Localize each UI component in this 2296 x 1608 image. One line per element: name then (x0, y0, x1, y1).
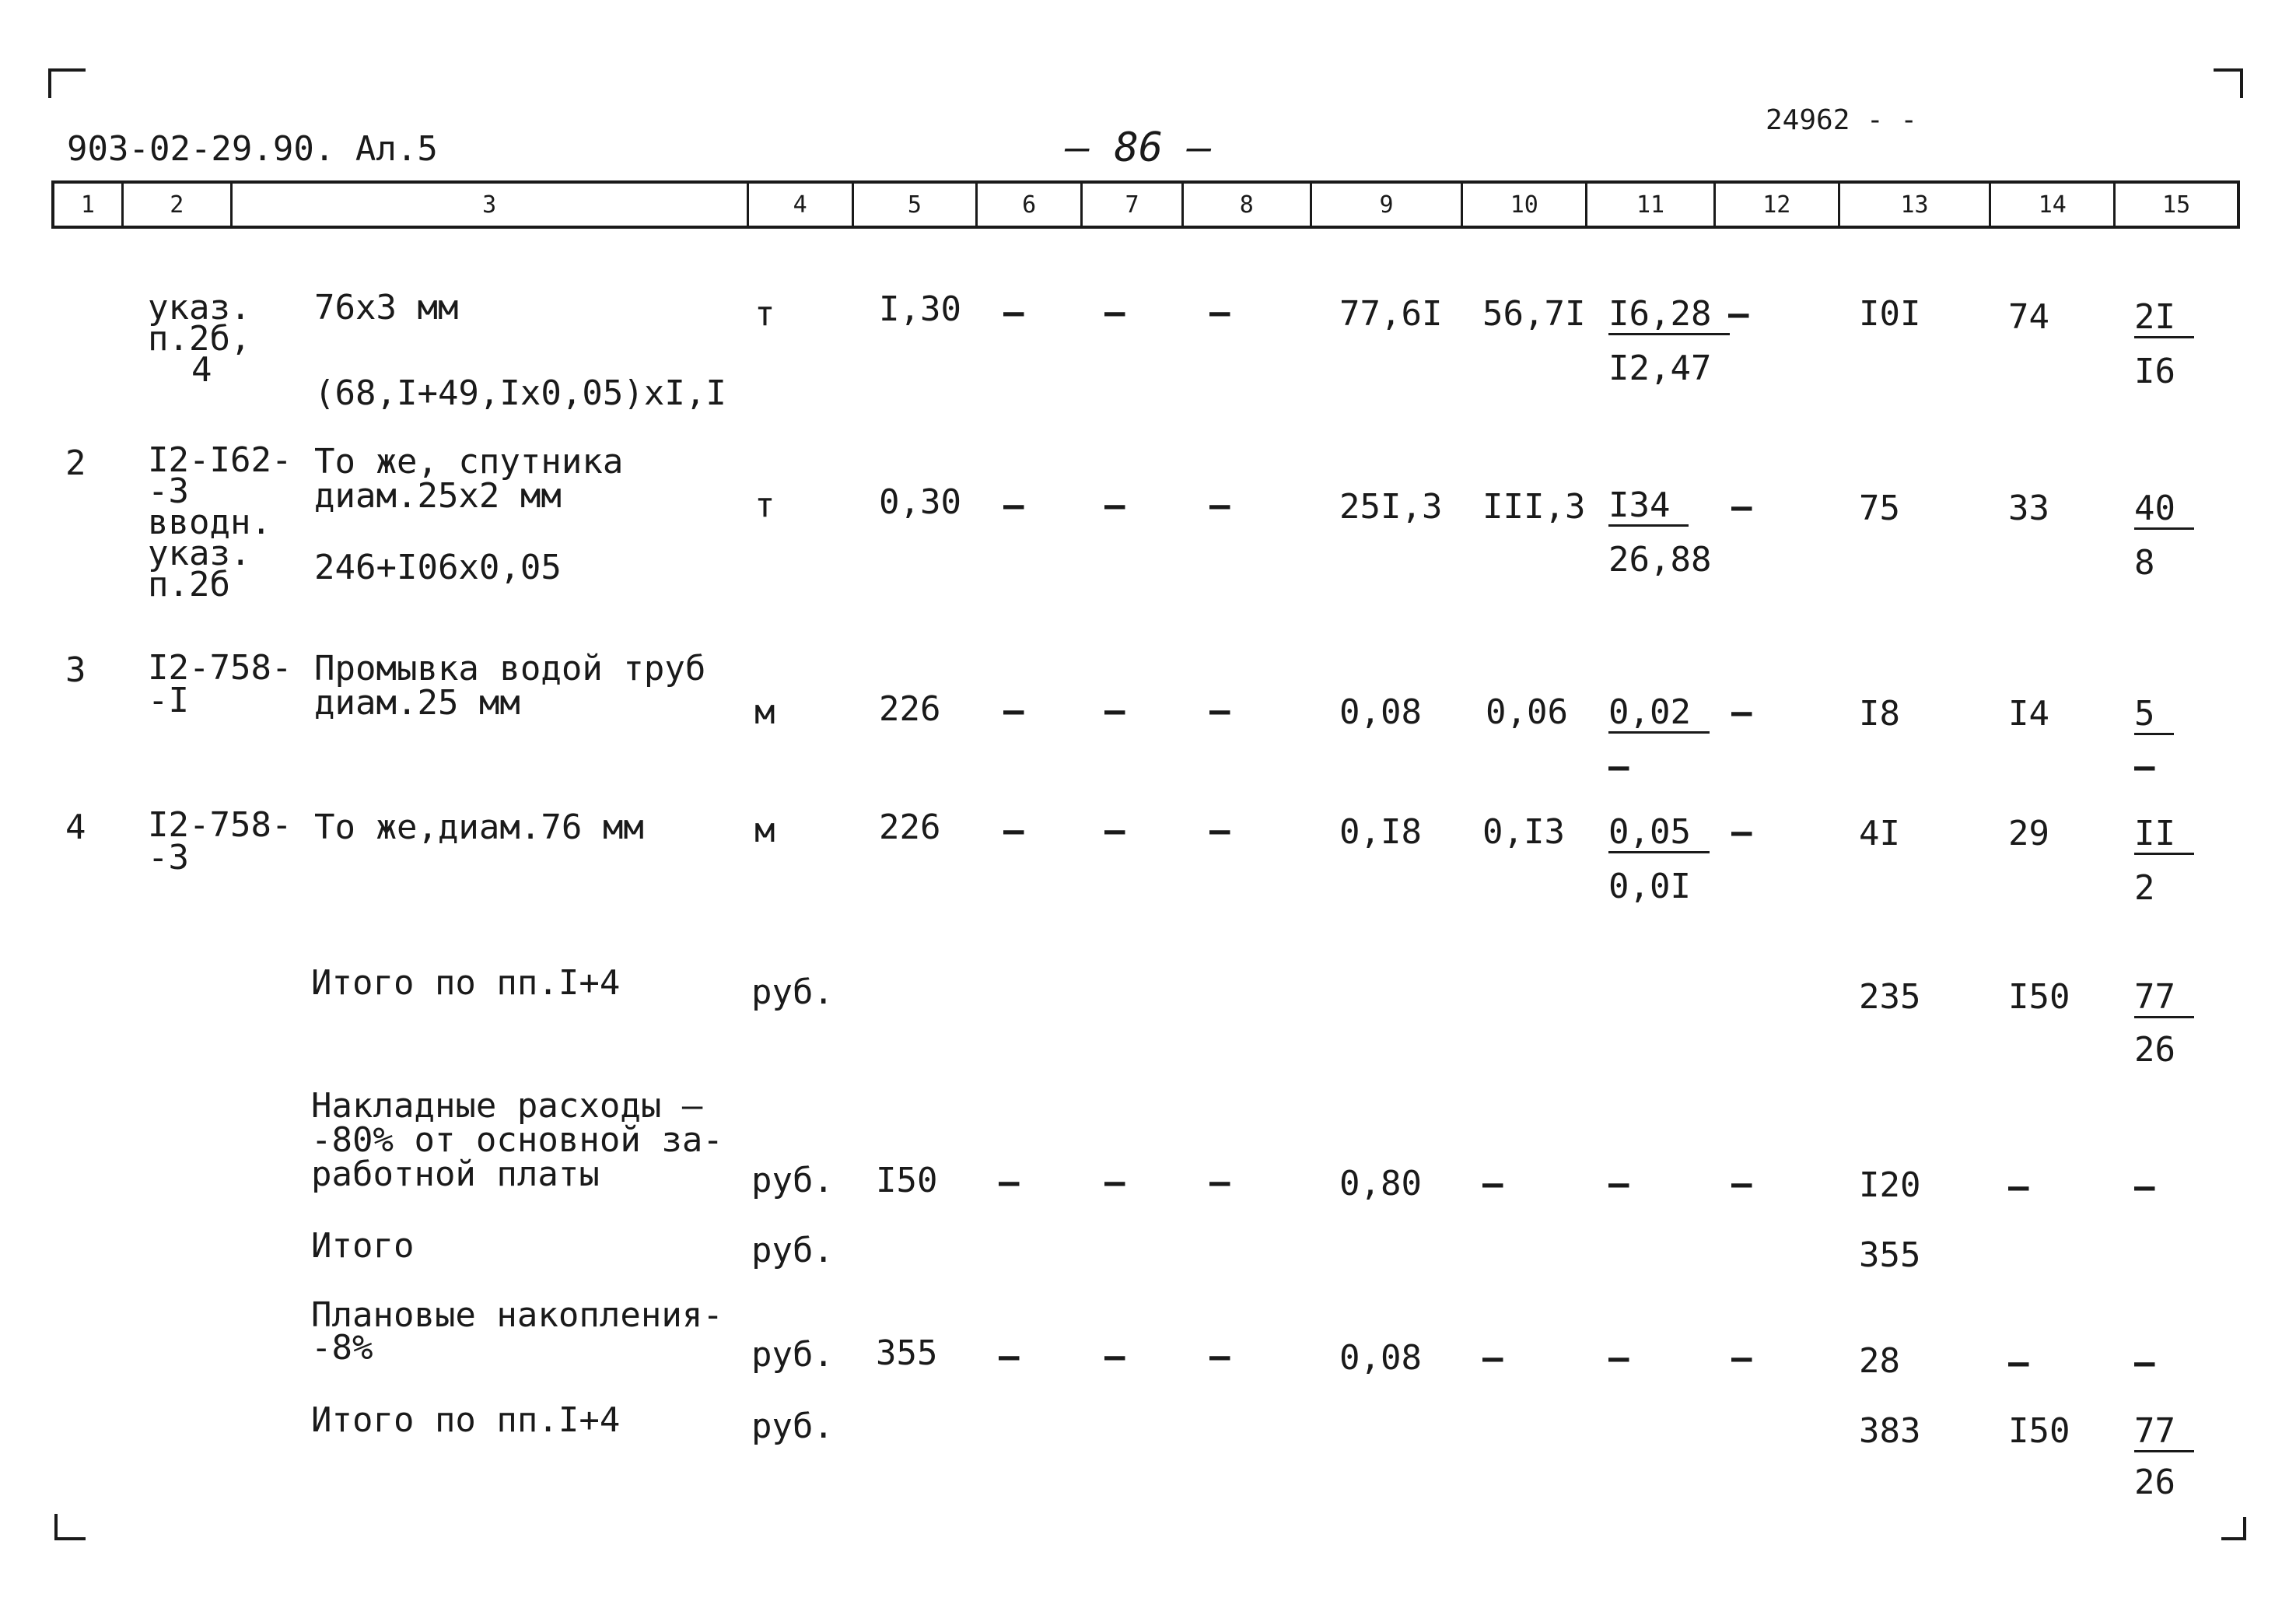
corner-mark-bottom-right (2221, 1517, 2246, 1540)
summary-c15: – (2134, 1167, 2155, 1207)
summary-c13: 383 (1859, 1411, 1921, 1451)
row-unit: м (754, 811, 775, 850)
row-c7: – (1104, 811, 1125, 850)
corner-mark-top-right (2214, 68, 2243, 98)
row-c10: III,3 (1482, 487, 1586, 527)
row-c8: – (1209, 485, 1230, 525)
col-header: 6 (975, 184, 1080, 226)
row-c12: – (1731, 812, 1752, 852)
row-description: То же,диам.76 мм (314, 808, 644, 847)
row-qty: 0,30 (879, 482, 961, 522)
row-c8: – (1209, 811, 1230, 850)
row-c12: – (1731, 692, 1752, 732)
row-c14: 74 (2008, 297, 2049, 337)
summary-c7: – (1104, 1336, 1125, 1376)
row-c10: 0,06 (1486, 692, 1568, 732)
row-c11-bottom: – (1608, 747, 1629, 786)
summary-c13: I20 (1859, 1165, 1921, 1205)
col-header: 13 (1838, 184, 1990, 226)
col-header: 12 (1713, 184, 1838, 226)
row-unit: м (754, 692, 775, 732)
row-c13: 75 (1859, 489, 1900, 528)
summary-unit: руб. (751, 1335, 834, 1375)
row-number: 3 (65, 650, 86, 690)
summary-c13: 235 (1859, 977, 1921, 1017)
col-header: 8 (1181, 184, 1310, 226)
page-number: — 86 — (1066, 124, 1212, 171)
summary-c10: – (1482, 1164, 1503, 1203)
summary-c15-bottom: 26 (2134, 1463, 2175, 1502)
col-header: 14 (1989, 184, 2113, 226)
row-c11-top: 0,02 (1608, 694, 1710, 734)
row-c10: 56,7I (1482, 294, 1586, 334)
row-c12: – (1728, 294, 1749, 334)
col-header: 2 (121, 184, 230, 226)
column-header-row (51, 180, 2240, 229)
row-c14: I4 (2008, 694, 2049, 734)
col-header: 10 (1461, 184, 1585, 226)
summary-qty: 355 (876, 1333, 938, 1373)
row-c14: 33 (2008, 489, 2049, 528)
row-number: 2 (65, 443, 86, 483)
row-formula: 246+I06x0,05 (314, 548, 562, 587)
summary-unit: руб. (751, 1161, 834, 1200)
row-c13: 4I (1859, 814, 1900, 853)
row-description: То же, спутника диам.25x2 мм (314, 442, 624, 516)
col-header: 9 (1310, 184, 1461, 226)
row-c8: – (1209, 691, 1230, 730)
row-c7: – (1104, 691, 1125, 730)
col-header: 4 (747, 184, 852, 226)
row-c6: – (1003, 485, 1024, 525)
row-description: 76x3 мм (314, 288, 459, 328)
summary-description: Итого (311, 1226, 415, 1266)
summary-c9: 0,80 (1339, 1164, 1422, 1203)
row-c9: 0,08 (1339, 692, 1422, 732)
row-c6: – (1003, 293, 1024, 332)
row-unit: т (754, 294, 775, 334)
summary-c15-top: 77 (2134, 979, 2194, 1018)
summary-c14: – (2008, 1167, 2029, 1207)
row-c11-bottom: I2,47 (1608, 349, 1712, 388)
row-c6: – (1003, 811, 1024, 850)
row-c15-bottom: – (2134, 747, 2155, 786)
summary-c15: – (2134, 1343, 2155, 1382)
row-qty: 226 (879, 808, 941, 847)
row-c15-top: 40 (2134, 490, 2194, 530)
row-c9: 0,I8 (1339, 812, 1422, 852)
document-code: 903-02-29.90. Ал.5 (67, 129, 438, 169)
summary-description: Итого по пп.I+4 (311, 1400, 621, 1440)
row-c15-top: 2I (2134, 299, 2194, 338)
row-formula: (68,I+49,Ix0,05)xI,I (314, 373, 726, 413)
summary-c15-top: 77 (2134, 1413, 2194, 1452)
summary-description: Накладные расходы – -80% от основной за- работной платы (311, 1086, 723, 1194)
row-c11-bottom: 26,88 (1608, 540, 1712, 580)
row-c6: – (1003, 691, 1024, 730)
row-unit: т (754, 485, 775, 525)
corner-mark-top-left (48, 68, 86, 98)
row-c7: – (1104, 293, 1125, 332)
row-code: I2-758- -3 (148, 805, 292, 878)
row-c11-top: 0,05 (1608, 814, 1710, 853)
summary-description: Плановые накопления- -8% (311, 1295, 723, 1368)
archive-stamp: 24962 - - (1766, 104, 1918, 136)
row-c15-top: II (2134, 815, 2194, 855)
summary-qty: I50 (876, 1161, 938, 1200)
summary-c12: – (1731, 1338, 1752, 1378)
row-c9: 25I,3 (1339, 487, 1443, 527)
row-c11-top: I6,28 (1608, 296, 1730, 335)
summary-c15-bottom: 26 (2134, 1030, 2175, 1070)
summary-c11: – (1608, 1164, 1629, 1203)
row-c11-bottom: 0,0I (1608, 867, 1691, 906)
row-c15-top: 5 (2134, 695, 2174, 735)
row-code: указ. п.2б, 4 (148, 288, 251, 390)
row-c15-bottom: I6 (2134, 352, 2175, 391)
row-number: 4 (65, 808, 86, 847)
summary-c6: – (999, 1336, 1020, 1376)
col-header: 3 (230, 184, 747, 226)
summary-c6: – (999, 1162, 1020, 1202)
summary-description: Итого по пп.I+4 (311, 963, 621, 1003)
summary-c11: – (1608, 1338, 1629, 1378)
row-c7: – (1104, 485, 1125, 525)
row-code: I2-I62- -3 вводн. указ. п.2б (148, 440, 292, 604)
summary-c14: I50 (2008, 977, 2070, 1017)
row-qty: I,30 (879, 289, 961, 329)
row-c8: – (1209, 293, 1230, 332)
row-c9: 77,6I (1339, 294, 1443, 334)
summary-unit: руб. (751, 1231, 834, 1270)
summary-c13: 355 (1859, 1235, 1921, 1275)
summary-unit: руб. (751, 1407, 834, 1446)
col-header: 15 (2113, 184, 2237, 226)
row-code: I2-758- -I (148, 648, 292, 720)
col-header: 7 (1080, 184, 1181, 226)
row-description: Промывка водой труб диам.25 мм (314, 649, 706, 723)
row-c15-bottom: 8 (2134, 543, 2155, 583)
row-c12: – (1731, 487, 1752, 527)
summary-c8: – (1209, 1336, 1230, 1376)
row-c13: I0I (1859, 294, 1921, 334)
summary-unit: руб. (751, 972, 834, 1012)
row-c15-bottom: 2 (2134, 868, 2155, 908)
row-c10: 0,I3 (1482, 812, 1565, 852)
summary-c10: – (1482, 1338, 1503, 1378)
summary-c14: I50 (2008, 1411, 2070, 1451)
summary-c8: – (1209, 1162, 1230, 1202)
col-header: 5 (852, 184, 976, 226)
summary-c13: 28 (1859, 1341, 1900, 1381)
summary-c12: – (1731, 1164, 1752, 1203)
col-header: 1 (80, 191, 95, 219)
corner-mark-bottom-left (54, 1514, 86, 1540)
row-c14: 29 (2008, 814, 2049, 853)
row-c11-top: I34 (1608, 487, 1689, 527)
summary-c14: – (2008, 1343, 2029, 1382)
summary-c7: – (1104, 1162, 1125, 1202)
row-qty: 226 (879, 689, 941, 729)
summary-c9: 0,08 (1339, 1338, 1422, 1378)
col-header: 11 (1585, 184, 1713, 226)
row-c13: I8 (1859, 694, 1900, 734)
